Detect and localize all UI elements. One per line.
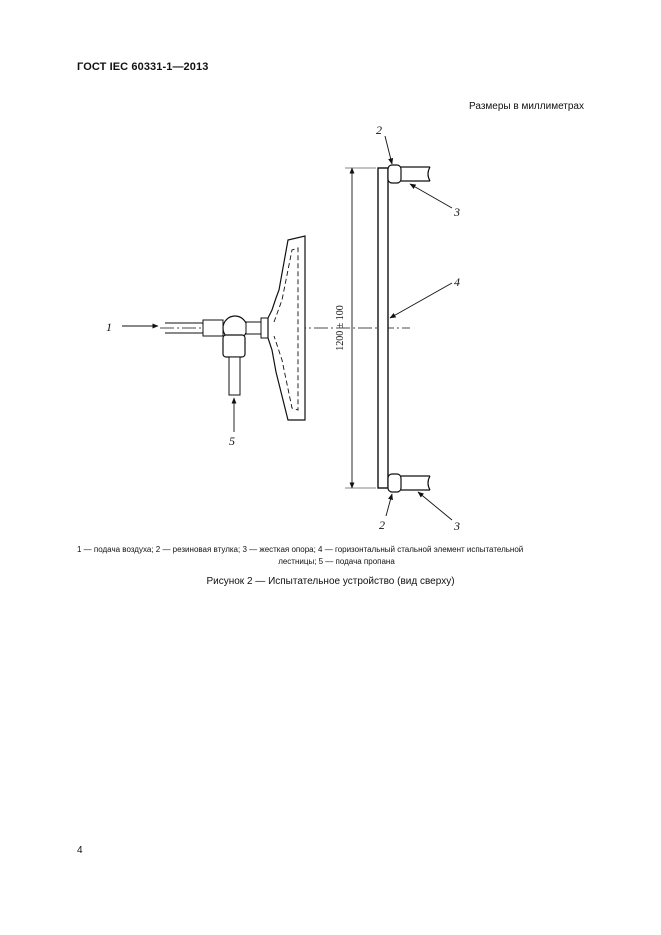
leader-2-top <box>385 136 392 164</box>
label-2-bottom: 2 <box>379 518 385 532</box>
leader-3-top <box>410 184 452 208</box>
air-nozzle <box>203 320 223 336</box>
label-3-bottom: 3 <box>454 519 460 533</box>
label-4: 4 <box>454 275 460 289</box>
dimensions-note: Размеры в миллиметрах <box>469 101 584 112</box>
rigid-support-top <box>401 167 430 181</box>
rubber-bush-top <box>388 165 401 183</box>
page-number: 4 <box>77 845 83 856</box>
document-header: ГОСТ IEC 60331-1—2013 <box>77 61 209 73</box>
leader-2-bottom <box>386 494 392 516</box>
label-3-top: 3 <box>454 205 460 219</box>
steel-ladder-element <box>378 168 388 488</box>
mixer-neck <box>246 322 262 334</box>
leader-3-bottom <box>418 492 452 520</box>
burner-connector <box>261 318 268 338</box>
rubber-bush-bottom <box>388 474 401 492</box>
label-5: 5 <box>229 434 235 448</box>
leader-4 <box>390 283 452 318</box>
rigid-support-bottom <box>401 476 430 490</box>
label-2-top: 2 <box>376 123 382 137</box>
label-1: 1 <box>106 320 112 334</box>
propane-elbow <box>223 335 245 357</box>
figure-caption: Рисунок 2 — Испытательное устройство (вид сверху) <box>206 576 455 587</box>
dimension-text: 1200 ± 100 <box>335 305 346 351</box>
figure-legend <box>77 544 596 568</box>
legend-line-1: 1 — подача воздуха; 2 — резиновая втулка; 3 — жесткая опора; 4 — горизонтальный стальной элемент испытательной <box>77 545 524 554</box>
legend-line-2: лестницы; 5 — подача пропана <box>278 557 395 566</box>
propane-pipe <box>229 357 240 395</box>
burner-head <box>268 236 305 420</box>
